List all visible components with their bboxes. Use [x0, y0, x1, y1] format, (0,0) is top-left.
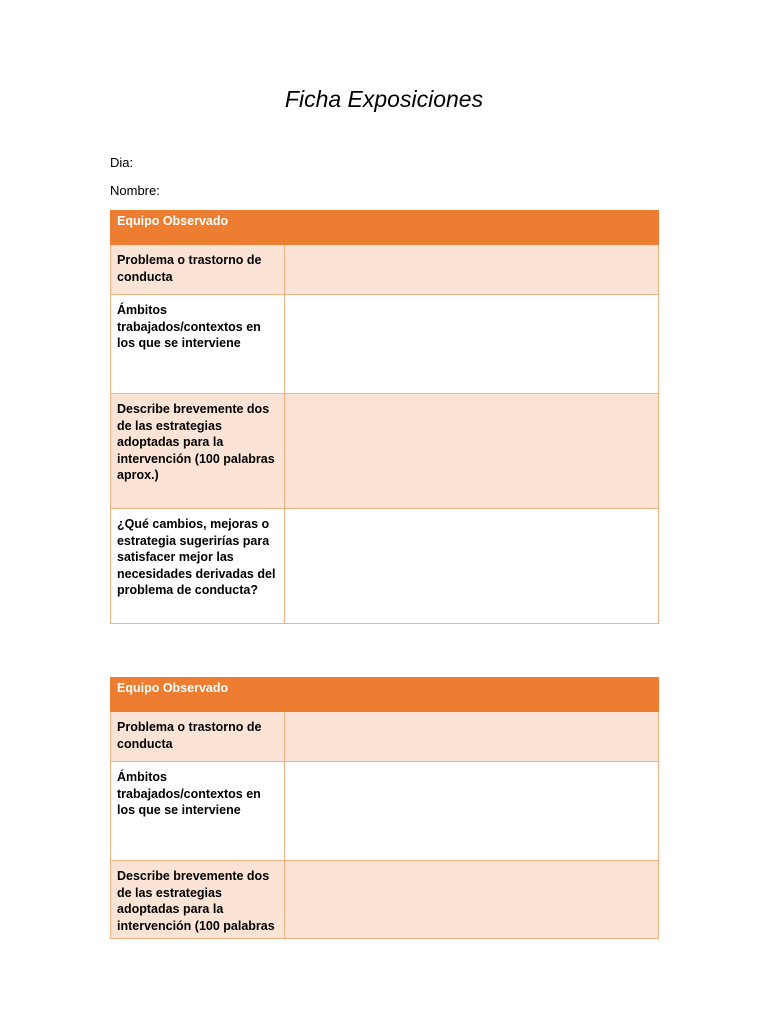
table-row — [111, 245, 659, 295]
table-row — [111, 712, 659, 762]
table-row — [111, 861, 659, 939]
table-row — [111, 295, 659, 394]
answer-cell[interactable] — [285, 245, 659, 295]
answer-cell[interactable] — [285, 762, 659, 861]
answer-cell[interactable] — [285, 394, 659, 509]
answer-cell[interactable] — [285, 295, 659, 394]
table-header-row — [111, 678, 659, 712]
question-cell: Ámbitos trabajados/contextos en los que se interviene — [111, 295, 285, 394]
answer-cell[interactable] — [285, 861, 659, 939]
observation-table-1 — [110, 210, 659, 624]
table-header-equipo-observado: Equipo Observado — [111, 211, 659, 245]
table-header-row — [111, 211, 659, 245]
table-row — [111, 762, 659, 861]
table-row — [111, 509, 659, 624]
dia-label: Dia: — [110, 155, 134, 170]
answer-cell[interactable] — [285, 712, 659, 762]
answer-cell[interactable] — [285, 509, 659, 624]
question-cell: Describe brevemente dos de las estrategias adoptadas para la intervención (100 palabras aprox.) — [111, 394, 285, 509]
page-title: Ficha Exposiciones — [284, 86, 484, 112]
question-cell: Ámbitos trabajados/contextos en los que se interviene — [111, 762, 285, 861]
table-header-equipo-observado: Equipo Observado — [111, 678, 659, 712]
question-cell: Problema o trastorno de conducta — [111, 712, 285, 762]
observation-table-2 — [110, 677, 659, 939]
nombre-label: Nombre: — [110, 183, 160, 198]
question-cell: Problema o trastorno de conducta — [111, 245, 285, 295]
question-cell: Describe brevemente dos de las estrategias adoptadas para la intervención (100 palabras — [111, 861, 285, 939]
question-cell: ¿Qué cambios, mejoras o estrategia sugerirías para satisfacer mejor las necesidades derivadas del problema de conducta? — [111, 509, 285, 624]
table-row — [111, 394, 659, 509]
